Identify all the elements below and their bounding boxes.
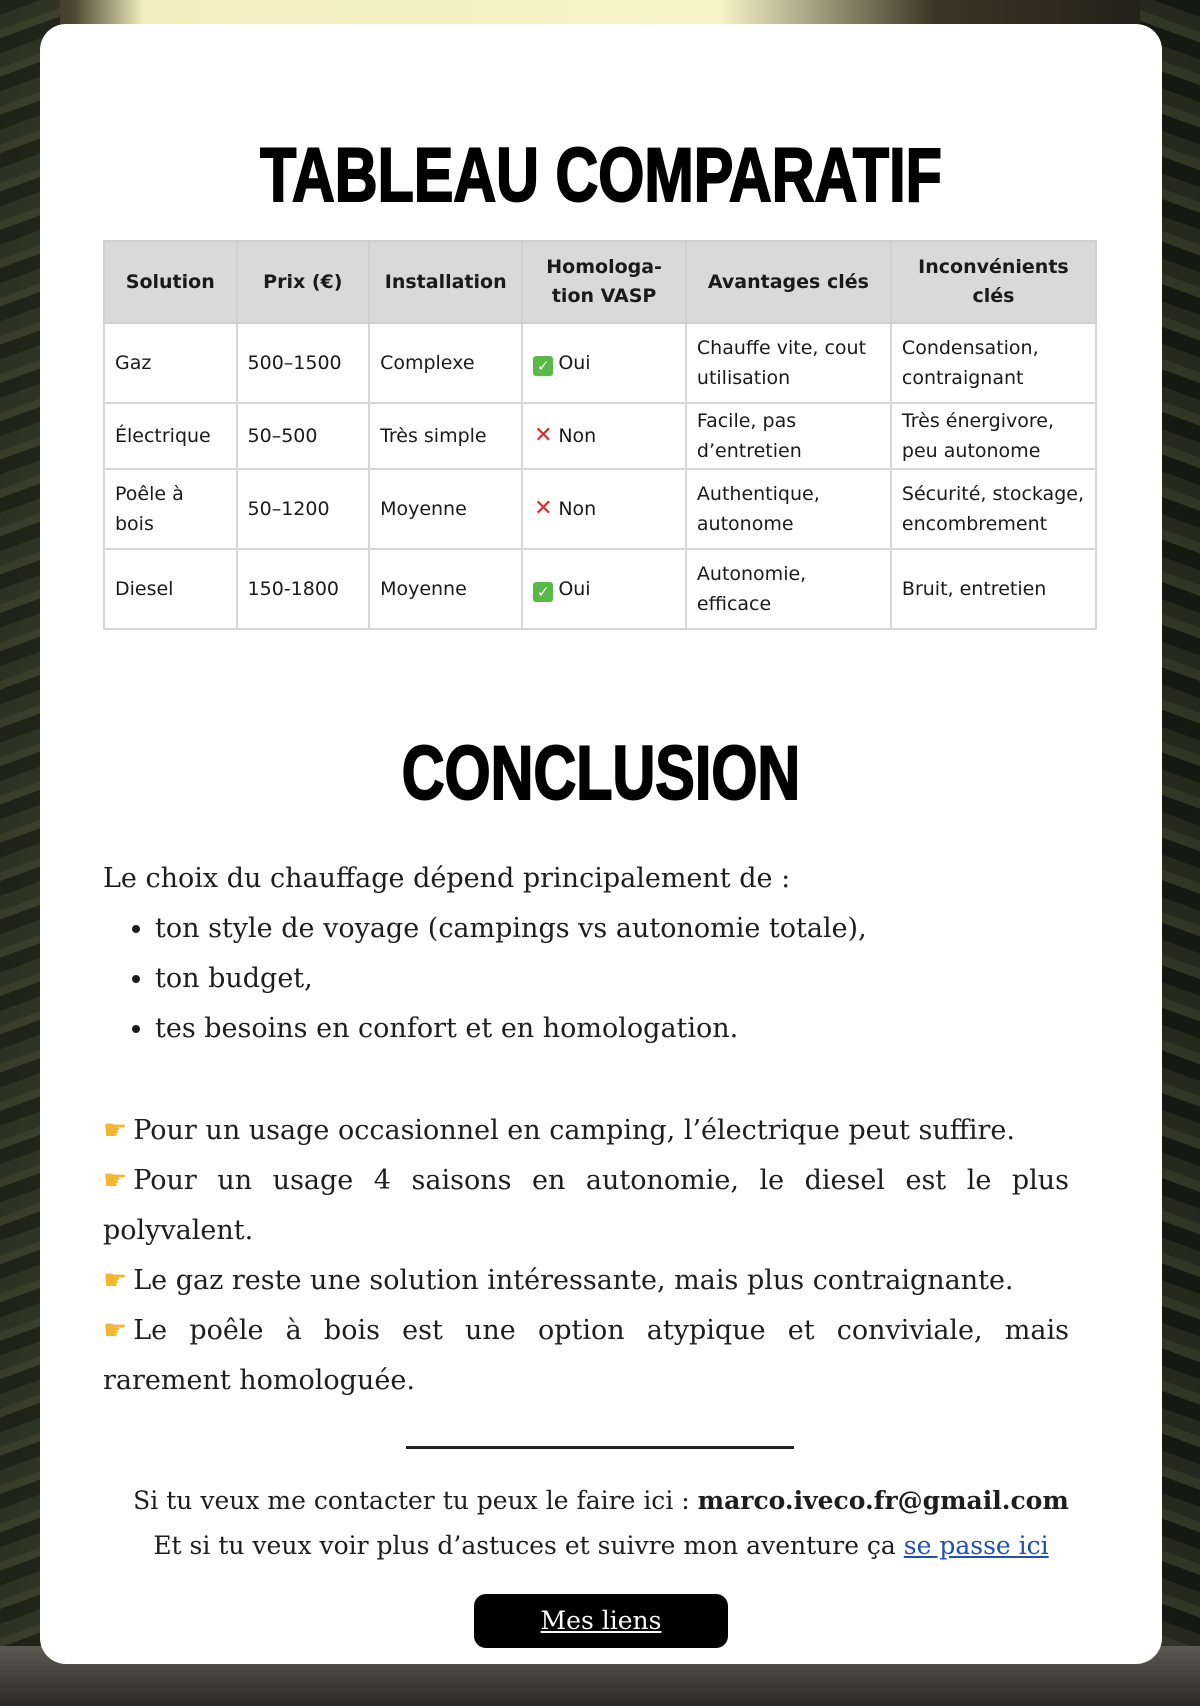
- conclusion-title: CONCLUSION: [401, 731, 801, 816]
- table-header-row: [104, 241, 1096, 323]
- tip-item: [103, 1156, 1069, 1256]
- header-homologation: Homologa- tion VASP: [522, 241, 686, 323]
- header-solution: Solution: [104, 241, 237, 323]
- tip-item: [103, 1256, 1069, 1306]
- homologation-value: Non: [558, 425, 597, 447]
- conclusion-list: [103, 904, 1069, 1054]
- list-item: • ton style de voyage (campings vs autonomie totale),: [155, 904, 1069, 954]
- cell-prix: 500–1500: [237, 323, 370, 403]
- cell-homologation: [522, 403, 686, 469]
- cell-avantages: Facile, pas d’entretien: [686, 403, 891, 469]
- cell-avantages: Chauffe vite, cout utilisation: [686, 323, 891, 403]
- homologation-value: Oui: [558, 578, 591, 600]
- cell-homologation: [522, 469, 686, 549]
- pointing-hand-icon: ☛: [103, 1265, 128, 1296]
- cell-homologation: [522, 549, 686, 629]
- cell-solution: Poêle à bois: [104, 469, 237, 549]
- cell-prix: 150-1800: [237, 549, 370, 629]
- check-icon: ✓: [533, 356, 553, 376]
- tip-item: [103, 1306, 1069, 1406]
- check-icon: ✓: [533, 582, 553, 602]
- cell-avantages: Autonomie, efficace: [686, 549, 891, 629]
- list-item: • tes besoins en confort et en homologation.: [155, 1004, 1069, 1054]
- pointing-hand-icon: ☛: [103, 1165, 128, 1196]
- table-row: [104, 403, 1096, 469]
- cell-inconvenients: Bruit, entretien: [891, 549, 1096, 629]
- conclusion-intro: Le choix du chauffage dépend principalement de :: [103, 863, 791, 894]
- cell-solution: Électrique: [104, 403, 237, 469]
- contact-line: [40, 1486, 1162, 1515]
- tip-text: Pour un usage occasionnel en camping, l’électrique peut suffire.: [133, 1115, 1015, 1146]
- cross-icon: ✕: [534, 496, 553, 521]
- cell-inconvenients: Très énergivore, peu autonome: [891, 403, 1096, 469]
- adventure-link[interactable]: se passe ici: [903, 1531, 1049, 1560]
- header-prix: Prix (€): [237, 241, 370, 323]
- cross-icon: ✕: [534, 423, 553, 448]
- cell-avantages: Authentique, autonome: [686, 469, 891, 549]
- comparison-table: [103, 240, 1097, 630]
- tip-text: Le gaz reste une solution intéressante, mais plus contraignante.: [133, 1265, 1014, 1296]
- cell-solution: Diesel: [104, 549, 237, 629]
- homologation-value: Non: [558, 498, 597, 520]
- cell-inconvenients: Condensation, contraignant: [891, 323, 1096, 403]
- cell-prix: 50–1200: [237, 469, 370, 549]
- cell-homologation: [522, 323, 686, 403]
- table-row: [104, 549, 1096, 629]
- header-installation: Installation: [369, 241, 522, 323]
- cell-installation: Moyenne: [369, 549, 522, 629]
- cell-solution: Gaz: [104, 323, 237, 403]
- header-avantages: Avantages clés: [686, 241, 891, 323]
- cell-installation: Très simple: [369, 403, 522, 469]
- list-item: • ton budget,: [155, 954, 1069, 1004]
- cell-installation: Complexe: [369, 323, 522, 403]
- tip-text: Le poêle à bois est une option atypique et conviviale, mais rarement homologuée.: [103, 1315, 1069, 1396]
- pointing-hand-icon: ☛: [103, 1315, 128, 1346]
- divider: [406, 1446, 794, 1449]
- table-row: [104, 469, 1096, 549]
- mes-liens-button[interactable]: Mes liens: [474, 1594, 728, 1648]
- cell-installation: Moyenne: [369, 469, 522, 549]
- tip-text: Pour un usage 4 saisons en autonomie, le diesel est le plus polyvalent.: [103, 1165, 1069, 1246]
- page-title: TABLEAU COMPARATIF: [260, 133, 942, 218]
- header-inconvenients: Inconvénients clés: [891, 241, 1096, 323]
- adventure-text: Et si tu veux voir plus d’astuces et suivre mon aventure ça: [153, 1531, 904, 1560]
- content-card: [40, 24, 1162, 1664]
- contact-text: Si tu veux me contacter tu peux le faire ici :: [133, 1486, 698, 1515]
- adventure-line: [40, 1531, 1162, 1560]
- conclusion-tips: [103, 1106, 1069, 1406]
- homologation-value: Oui: [558, 352, 591, 374]
- pointing-hand-icon: ☛: [103, 1115, 128, 1146]
- cell-prix: 50–500: [237, 403, 370, 469]
- cell-inconvenients: Sécurité, stockage, encombrement: [891, 469, 1096, 549]
- table-row: [104, 323, 1096, 403]
- contact-email: marco.iveco.fr@gmail.com: [697, 1486, 1069, 1515]
- tip-item: [103, 1106, 1069, 1156]
